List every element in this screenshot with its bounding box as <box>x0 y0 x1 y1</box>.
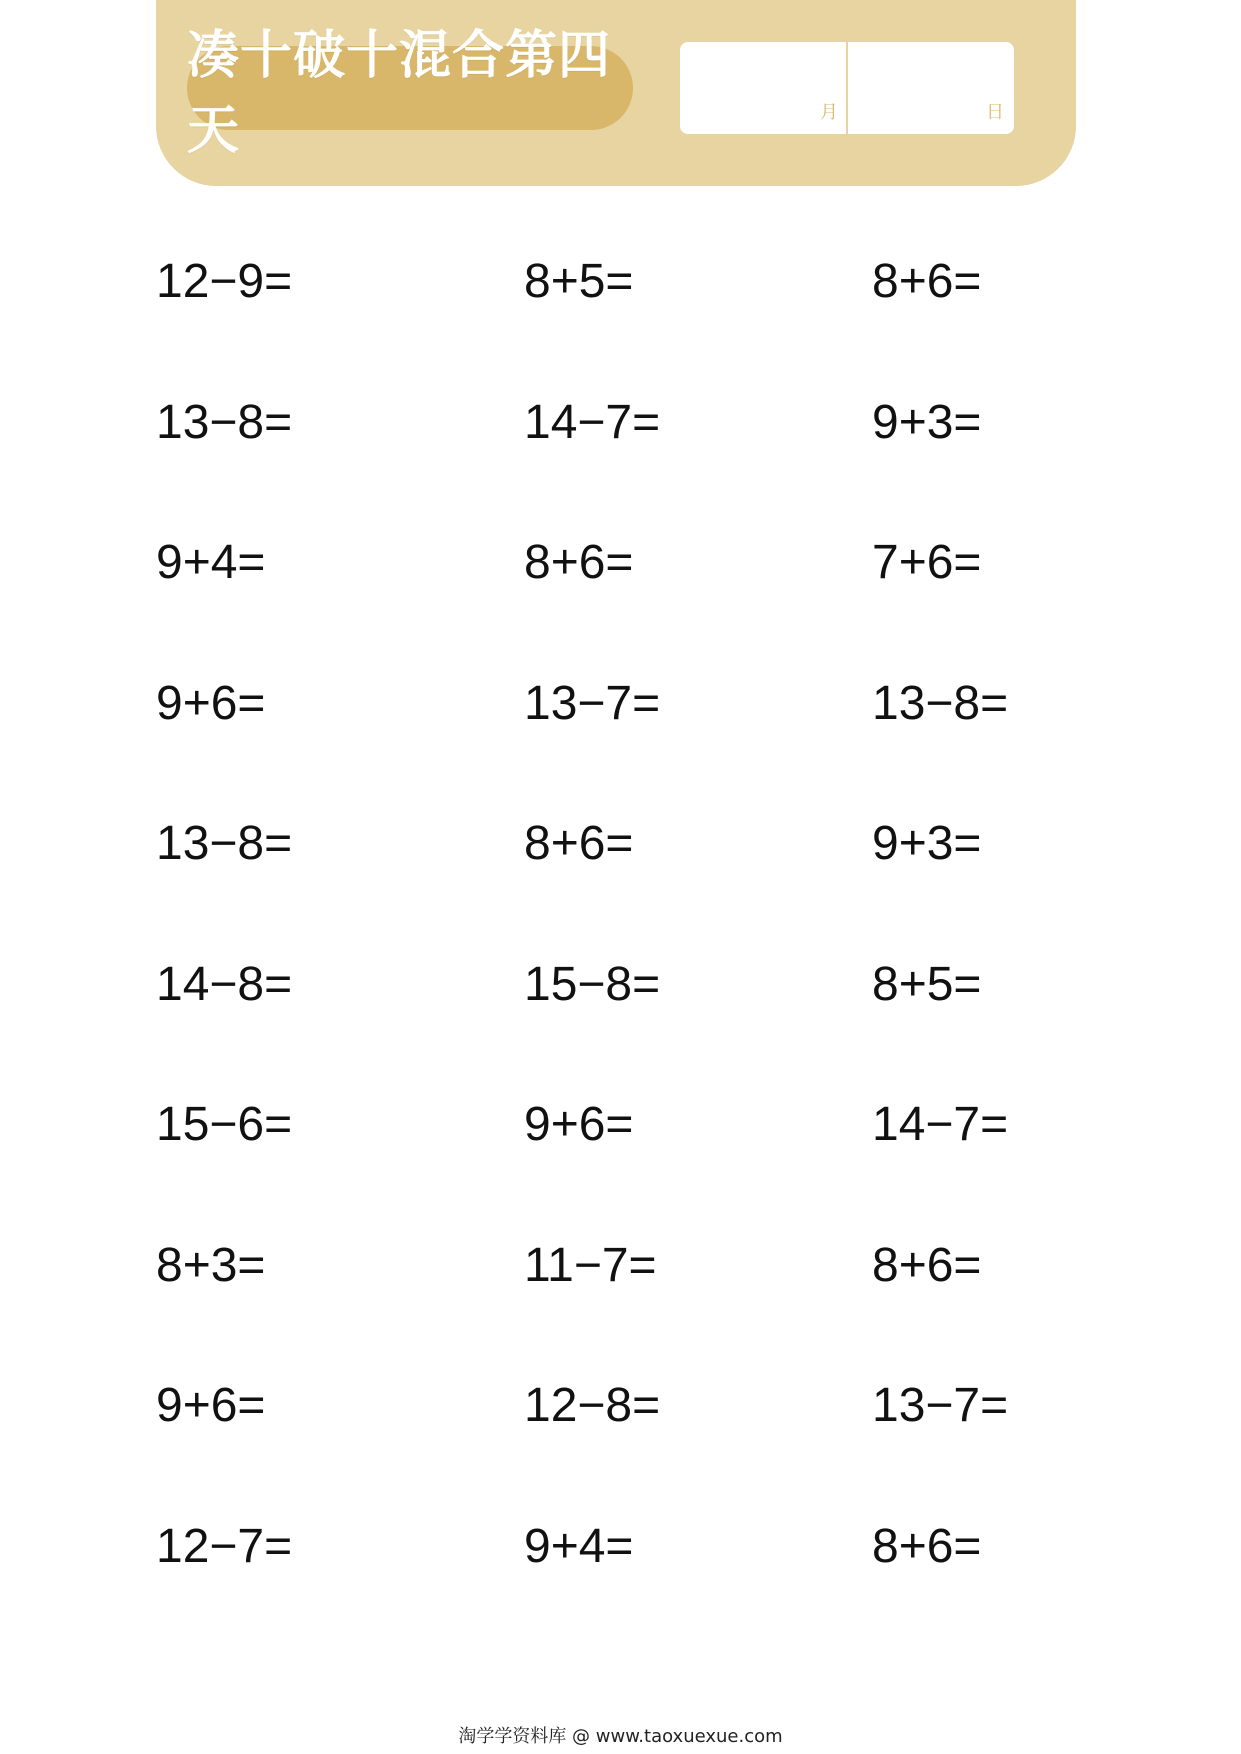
day-label: 日 <box>986 102 1004 123</box>
problem-item: 9+6= <box>156 677 266 730</box>
problem-item: 9+4= <box>156 536 266 589</box>
problem-item: 8+6= <box>524 536 634 589</box>
problem-item: 11−7= <box>524 1239 657 1292</box>
problem-item: 12−9= <box>156 255 293 308</box>
problem-item: 8+6= <box>872 1239 982 1292</box>
problem-item: 15−6= <box>156 1098 293 1151</box>
problem-item: 8+6= <box>872 1520 982 1573</box>
problem-item: 9+3= <box>872 817 982 870</box>
problem-item: 8+6= <box>872 255 982 308</box>
problem-item: 8+5= <box>524 255 634 308</box>
problem-item: 12−7= <box>156 1520 293 1573</box>
footer-watermark: 淘学学资料库 @ www.taoxuexue.com <box>458 1726 783 1747</box>
problem-item: 9+6= <box>524 1098 634 1151</box>
problem-item: 13−7= <box>524 677 661 730</box>
problem-item: 14−8= <box>156 958 293 1011</box>
problem-item: 13−8= <box>156 396 293 449</box>
problem-item: 7+6= <box>872 536 982 589</box>
problem-item: 14−7= <box>524 396 661 449</box>
problem-item: 9+6= <box>156 1379 266 1432</box>
problem-item: 14−7= <box>872 1098 1009 1151</box>
month-label: 月 <box>820 102 838 123</box>
problem-item: 13−7= <box>872 1379 1009 1432</box>
problem-item: 8+6= <box>524 817 634 870</box>
problem-item: 13−8= <box>872 677 1009 730</box>
problem-item: 12−8= <box>524 1379 661 1432</box>
page-title: 凑十破十混合第四天 <box>187 26 612 161</box>
problem-item: 9+4= <box>524 1520 634 1573</box>
problem-item: 9+3= <box>872 396 982 449</box>
problem-item: 8+5= <box>872 958 982 1011</box>
problem-item: 15−8= <box>524 958 661 1011</box>
problem-item: 8+3= <box>156 1239 266 1292</box>
problem-item: 13−8= <box>156 817 293 870</box>
